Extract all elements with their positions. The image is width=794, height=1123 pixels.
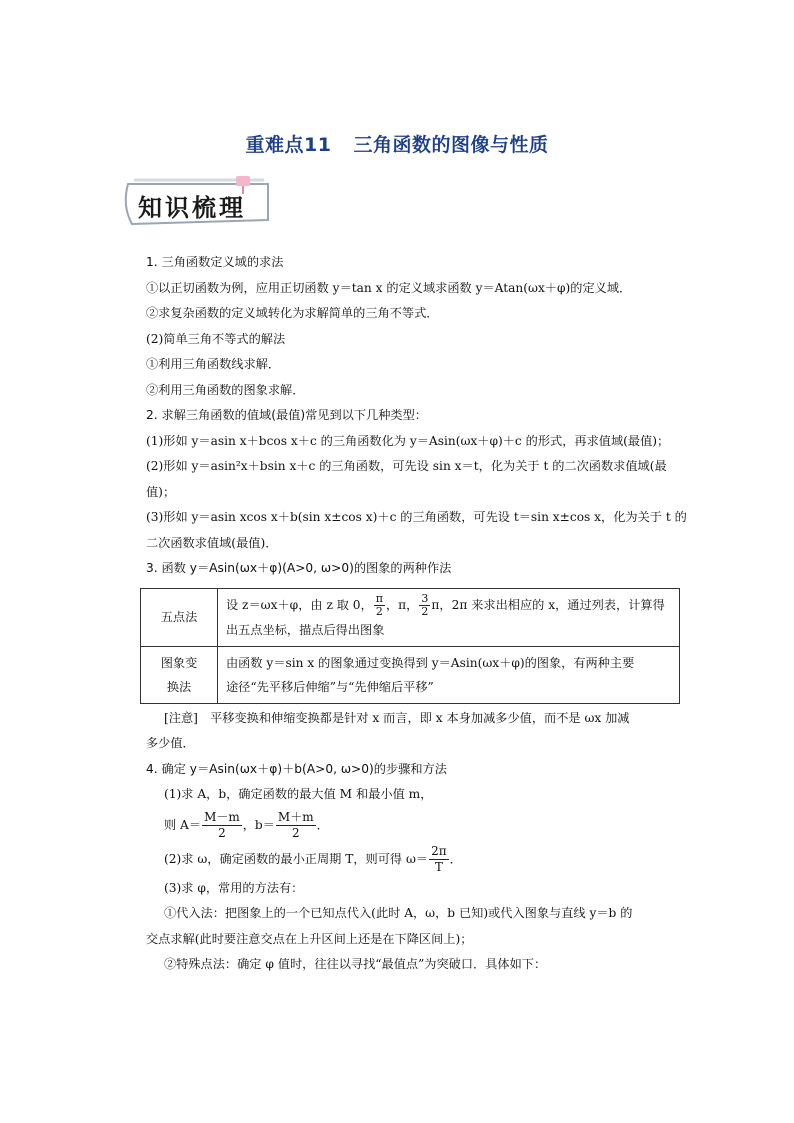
s1-line: ①以正切函数为例，应用正切函数 y＝tan x 的定义域求函数 y＝Atan(ωx＋φ)的定义域． [146, 280, 632, 295]
s4-line: 则 A＝ $\frac{M-m}{2}$ ，b＝ $\frac{M+m}{2}$ ． [164, 809, 329, 840]
note-line: [注意] 平移变换和伸缩变换都是针对 x 而言，即 x 本身加减多少值，而不是 ωx 加减 [164, 710, 630, 725]
main-content [146, 250, 687, 978]
fraction: $\frac{\pi}{2}$ [375, 591, 383, 618]
s2-line: 二次函数求值域(最值)． [146, 535, 278, 550]
s1-line: ②利用三角函数的图象求解． [146, 382, 305, 397]
s4-line: (1)求 A，b，确定函数的最大值 M 和最小值 m， [164, 787, 433, 801]
methods-table [140, 588, 680, 704]
s2-heading: 2. 求解三角函数的值域(最值)常见到以下几种类型： [146, 408, 427, 422]
s1-line: (2)简单三角不等式的解法 [146, 331, 286, 346]
fraction: $\frac{3}{2}$ [421, 591, 429, 618]
s4-line: (2)求 ω，确定函数的最小正周期 T，则可得 ω＝ $\frac{2\pi}{T}$ ． [164, 843, 462, 874]
note-line: 多少值． [146, 736, 195, 750]
section-badge [118, 176, 278, 230]
method-desc: 设 z＝ωx＋φ，由 z 取 0， $\frac{\pi}{2}$ ，π， $\frac{3}{2}$ π，2π 来求出相应的 x，通过列表，计算得 出五点坐标，描点后得出图象 [218, 588, 680, 646]
table-row [141, 588, 680, 646]
method-name: 五点法 [141, 588, 218, 646]
method-desc: 由函数 y＝sin x 的图象通过变换得到 y＝Asin(ωx＋φ)的图象，有两种主要 途径“先平移后伸缩”与“先伸缩后平移” [218, 646, 680, 703]
table-row [141, 646, 680, 703]
s4-line: ②特殊点法：确定 φ 值时，往往以寻找“最值点”为突破口．具体如下： [164, 957, 547, 971]
s4-line: 交点求解(此时要注意交点在上升区间上还是在下降区间上)； [146, 931, 473, 946]
badge-label: 知识梳理 [138, 193, 246, 222]
title-number: 重难点11 [245, 134, 332, 156]
s4-line: (3)求 φ，常用的方法有： [164, 880, 304, 895]
method-name: 图象变 换法 [141, 646, 218, 703]
s2-line: (1)形如 y＝asin x＋bcos x＋c 的三角函数化为 y＝Asin(ωx＋φ)＋c 的形式，再求值域(最值)； [146, 433, 670, 448]
title-text: 三角函数的图像与性质 [353, 134, 549, 156]
s1-heading: 1. 三角函数定义域的求法 [146, 255, 284, 269]
fraction: $\frac{2\pi}{T}$ [431, 843, 447, 874]
s2-line: (3)形如 y＝asin xcos x＋b(sin x±cos x)＋c 的三角函数，可先设 t＝sin x±cos x，化为关于 t 的 [146, 510, 687, 524]
s1-line: ②求复杂函数的定义域转化为求解简单的三角不等式． [146, 306, 439, 320]
s4-heading: 4. 确定 y＝Asin(ωx＋φ)＋b(A>0, ω>0)的步骤和方法 [146, 761, 447, 776]
s2-line: (2)形如 y＝asin²x＋bsin x＋c 的三角函数，可先设 sin x＝t，化为关于 t 的二次函数求值域(最 [146, 459, 667, 473]
s3-heading: 3. 函数 y＝Asin(ωx＋φ)(A>0, ω>0)的图象的两种作法 [146, 561, 452, 575]
s1-line: ①利用三角函数线求解． [146, 357, 281, 371]
fraction: $\frac{M-m}{2}$ [204, 809, 240, 840]
fraction: $\frac{M+m}{2}$ [277, 809, 314, 840]
s4-line: ①代入法：把图象上的一个已知点代入(此时 A，ω，b 已知)或代入图象与直线 y＝b 的 [164, 906, 633, 920]
s2-line: 值)； [146, 484, 176, 499]
page-title [0, 130, 794, 157]
